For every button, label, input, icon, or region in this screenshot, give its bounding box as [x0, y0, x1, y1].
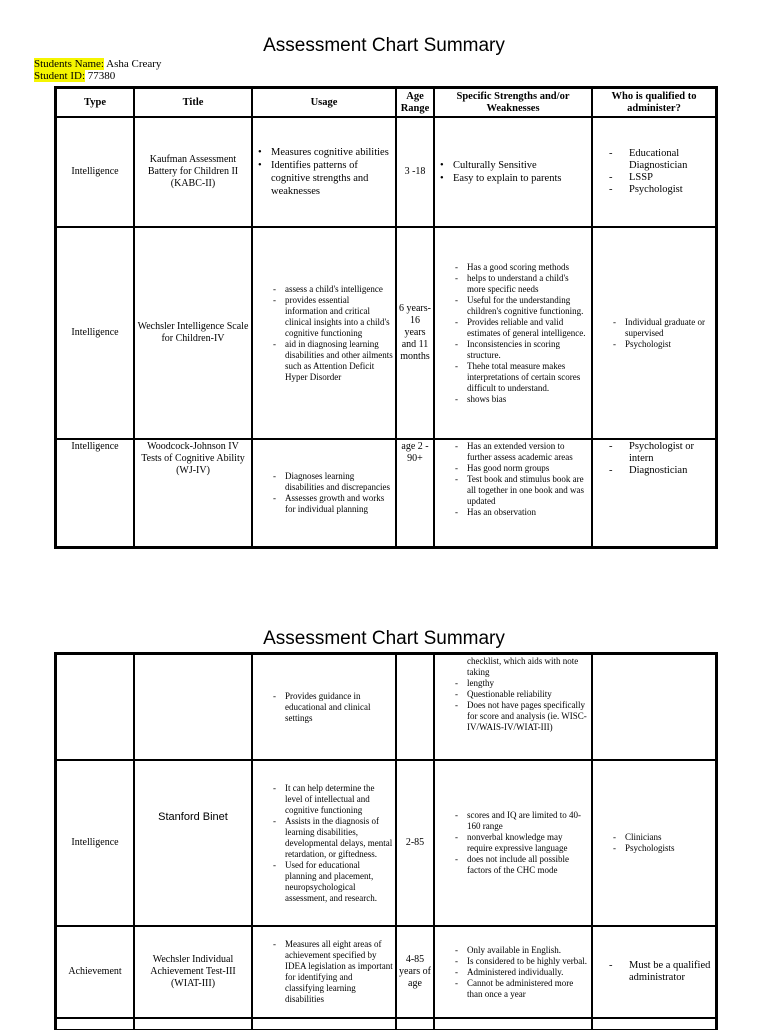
cell-age: 6 years-16 years and 11 months	[396, 227, 434, 439]
cell-usage	[252, 760, 396, 926]
cell-partial	[396, 1018, 434, 1030]
header-type: Type	[56, 88, 134, 117]
list-item: - Clinicians	[609, 832, 713, 843]
cell-age: 3 -18	[396, 117, 434, 227]
header-title: Title	[134, 88, 252, 117]
cell-title: Kaufman Assessment Battery for Children II (KABC-II)	[134, 117, 252, 227]
cell-type: Achievement	[56, 926, 134, 1018]
list-item: - shows bias	[451, 394, 589, 405]
list-item: - Psychologist or intern	[595, 441, 713, 465]
cell-strengths	[434, 654, 592, 760]
cell-usage	[252, 926, 396, 1018]
cell-usage	[252, 654, 396, 760]
table-row	[56, 654, 716, 760]
list-item: • Culturally Sensitive	[437, 159, 589, 172]
cell-type: Intelligence	[56, 439, 134, 547]
cell-strengths	[434, 760, 592, 926]
cell-strengths	[434, 227, 592, 439]
student-name-label: Students Name:	[34, 58, 104, 70]
cell-usage	[252, 117, 396, 227]
cell-qualified	[592, 439, 716, 547]
list-item: - Assists in the diagnosis of learning disabilities, developmental delays, mental retardation, or giftedness.	[269, 816, 393, 860]
list-item: - Test book and stimulus book are all together in one book and was updated	[451, 474, 589, 507]
list-item: - provides essential information and critical clinical insights into a child's cognitive functioning	[269, 295, 393, 339]
cell-strengths	[434, 117, 592, 227]
list-item: - nonverbal knowledge may require expressive language	[451, 832, 589, 854]
list-item: - Does not have pages specifically for score and analysis (ie. WISC-IV/WAIS-IV/WIAT-III)	[451, 700, 589, 733]
list-item: - does not include all possible factors of the CHC mode	[451, 854, 589, 876]
table-row	[56, 227, 716, 439]
list-item: - Inconsistencies in scoring structure.	[451, 339, 589, 361]
list-item: - lengthy	[451, 678, 589, 689]
list-item: - assess a child's intelligence	[269, 284, 393, 295]
cell-strengths	[434, 439, 592, 547]
list-item: - Psychologist	[595, 184, 713, 196]
student-id-line	[34, 70, 115, 82]
header-age-range: Age Range	[396, 88, 434, 117]
list-item: - It can help determine the level of intellectual and cognitive functioning	[269, 783, 393, 816]
list-item: - Educational Diagnostician	[595, 148, 713, 172]
cell-partial	[434, 1018, 592, 1030]
list-item: - Administered individually.	[451, 967, 589, 978]
cell-partial	[252, 1018, 396, 1030]
cell-type: Intelligence	[56, 760, 134, 926]
cell-qualified	[592, 117, 716, 227]
student-id-label: Student ID:	[34, 70, 86, 82]
list-item: - Psychologists	[609, 843, 713, 854]
list-item: - Cannot be administered more than once a year	[451, 978, 589, 1000]
list-item: - Must be a qualified administrator	[595, 960, 713, 984]
list-item: • Measures cognitive abilities	[255, 146, 393, 159]
strengths-continuation: checklist, which aids with note taking	[467, 656, 579, 677]
student-name: Asha Creary	[106, 58, 162, 70]
cell-age	[396, 654, 434, 760]
list-item: - helps to understand a child's more specific needs	[451, 273, 589, 295]
cell-partial	[56, 1018, 134, 1030]
page-title: Assessment Chart Summary	[263, 35, 505, 56]
list-item: - Provides guidance in educational and clinical settings	[269, 691, 393, 724]
list-item: - Is considered to be highly verbal.	[451, 956, 589, 967]
list-item: - Diagnostician	[595, 465, 713, 477]
cell-usage	[252, 439, 396, 547]
cell-age: 2-85	[396, 760, 434, 926]
list-item: - Assesses growth and works for individual planning	[269, 493, 393, 515]
cell-strengths	[434, 926, 592, 1018]
cell-qualified	[592, 926, 716, 1018]
list-item: - Measures all eight areas of achievement specified by IDEA legislation as important for identifying and classifying learning disabilities	[269, 939, 393, 1005]
list-item: - Useful for the understanding children's cognitive functioning.	[451, 295, 589, 317]
cell-qualified	[592, 227, 716, 439]
list-item: - Has a good scoring methods	[451, 262, 589, 273]
assessment-table-page2	[54, 652, 718, 1030]
table-row	[56, 439, 716, 547]
header-qualified: Who is qualified to administer?	[592, 88, 716, 117]
cell-title: Stanford Binet	[134, 760, 252, 926]
table-row	[56, 760, 716, 926]
list-item: - aid in diagnosing learning disabilities and other ailments such as Attention Deficit Hyper Disorder	[269, 339, 393, 383]
list-item: - Provides reliable and valid estimates of general intelligence.	[451, 317, 589, 339]
header-usage: Usage	[252, 88, 396, 117]
list-item: - Psychologist	[609, 339, 713, 350]
cell-qualified	[592, 760, 716, 926]
list-item: - Has an observation	[451, 507, 589, 518]
cell-qualified	[592, 654, 716, 760]
cell-title: Woodcock-Johnson IV Tests of Cognitive Ability (WJ-IV)	[134, 439, 252, 547]
cell-type: Intelligence	[56, 227, 134, 439]
list-item: - Thehe total measure makes interpretations of certain scores difficult to understand.	[451, 361, 589, 394]
cell-title	[134, 654, 252, 760]
table-row	[56, 926, 716, 1018]
cell-age: 4-85 years of age	[396, 926, 434, 1018]
list-item: - Used for educational planning and placement, neuropsychological assessment, and research.	[269, 860, 393, 904]
list-item: - Only available in English.	[451, 945, 589, 956]
cell-partial	[592, 1018, 716, 1030]
list-item: - Diagnoses learning disabilities and discrepancies	[269, 471, 393, 493]
student-name-line	[34, 58, 161, 70]
list-item: - Has an extended version to further assess academic areas	[451, 441, 589, 463]
list-item: - Has good norm groups	[451, 463, 589, 474]
list-item: - Questionable reliability	[451, 689, 589, 700]
list-item: • Identifies patterns of cognitive strengths and weaknesses	[255, 159, 393, 198]
cell-type	[56, 654, 134, 760]
page-title: Assessment Chart Summary	[263, 628, 505, 649]
list-item: - LSSP	[595, 172, 713, 184]
header-row	[56, 88, 716, 117]
cell-partial	[134, 1018, 252, 1030]
list-item: - scores and IQ are limited to 40-160 range	[451, 810, 589, 832]
table-row	[56, 117, 716, 227]
cell-usage	[252, 227, 396, 439]
list-item: - Individual graduate or supervised	[609, 317, 713, 339]
table-row-partial	[56, 1018, 716, 1030]
header-strengths: Specific Strengths and/or Weaknesses	[434, 88, 592, 117]
student-id: 77380	[87, 70, 116, 82]
cell-title: Wechsler Individual Achievement Test-III (WIAT-III)	[134, 926, 252, 1018]
cell-type: Intelligence	[56, 117, 134, 227]
assessment-table-page1	[54, 86, 718, 549]
list-item: • Easy to explain to parents	[437, 172, 589, 185]
cell-title: Wechsler Intelligence Scale for Children-IV	[134, 227, 252, 439]
cell-age: age 2 - 90+	[396, 439, 434, 547]
